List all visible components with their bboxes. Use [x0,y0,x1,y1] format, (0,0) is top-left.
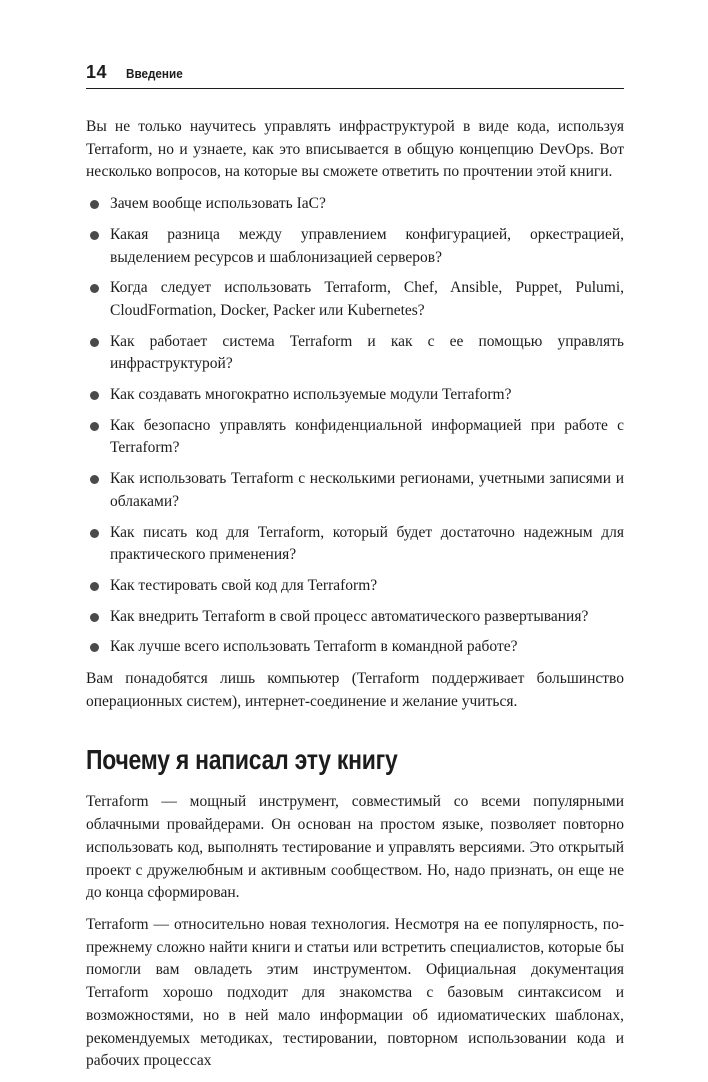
bullet-icon [90,284,99,293]
list-item [86,384,624,407]
bullet-icon [90,643,99,652]
running-head-section: Введение [126,66,183,81]
bullet-icon [90,338,99,347]
list-item-text: Как внедрить Terraform в свой процесс автоматического развертывания? [110,607,589,625]
list-item-text: Зачем вообще использовать IaC? [110,195,326,213]
bullet-icon [90,422,99,431]
bullet-icon [90,613,99,622]
page-content [86,116,624,1082]
list-item-text: Какая разница между управлением конфигурацией, оркестрацией, выделением ресурсов и шаблонизацией серверов? [110,225,624,266]
bullet-icon [90,200,99,209]
list-item [86,468,624,513]
list-item [86,193,624,216]
list-item-text: Как писать код для Terraform, который будет достаточно надежным для практического применения? [110,523,624,564]
list-item [86,277,624,322]
bullet-icon [90,529,99,538]
list-item [86,636,624,659]
bullet-icon [90,231,99,240]
list-item [86,575,624,598]
list-item-text: Как создавать многократно используемые модули Terraform? [110,386,512,404]
intro-paragraph: Вы не только научитесь управлять инфраструктурой в виде кода, используя Terraform, но и узнаете, как это вписывается в общую концепцию DevOps. Вот несколько вопросов, на которые вы сможете ответить по прочтении этой книги. [86,118,624,181]
body-paragraph: Terraform — относительно новая технология. Несмотря на ее популярность, по-прежнему сложно найти книги и статьи или встретить специалистов, которые бы помогли вам овладеть этим инструментом. Официальная документация Terraform хорошо подходит для знакомства с базовым синтаксисом и возможностями, но в ней мало информации об идиоматических шаблонах, рекомендуемых методиках, тестировании, повторном использовании кода и рабочих процессах [86,915,624,1070]
bullet-icon [90,582,99,591]
question-list [86,193,624,659]
body-paragraph: Terraform — мощный инструмент, совместимый со всеми популярными облачными провайдерами. Он основан на простом языке, позволяет повторно использовать код, выполнять тестирование и управлять версиями. Это открытый проект с дружелюбным и активным сообществом. Но, надо признать, он еще не до конца сформирован. [86,793,624,902]
requirements-paragraph: Вам понадобятся лишь компьютер (Terraform поддерживает большинство операционных систем), интернет-соединение и желание учиться. [86,670,624,710]
bullet-icon [90,391,99,400]
list-item [86,331,624,376]
bullet-icon [90,475,99,484]
list-item-text: Как лучше всего использовать Terraform в командной работе? [110,638,518,656]
section-heading: Почему я написал эту книгу [86,744,398,776]
list-item [86,522,624,567]
list-item [86,415,624,460]
list-item-text: Когда следует использовать Terraform, Chef, Ansible, Puppet, Pulumi, CloudFormation, Docker, Packer или Kubernetes? [110,279,624,319]
list-item [86,606,624,629]
running-head [86,60,624,89]
list-item [86,224,624,269]
list-item-text: Как тестировать свой код для Terraform? [110,576,378,594]
list-item-text: Как работает система Terraform и как с ее помощью управлять инфраструктурой? [110,332,624,373]
page-number: 14 [86,62,108,82]
list-item-text: Как безопасно управлять конфиденциальной информацией при работе с Terraform? [110,416,624,457]
list-item-text: Как использовать Terraform с несколькими регионами, учетными записями и облаками? [110,470,624,510]
